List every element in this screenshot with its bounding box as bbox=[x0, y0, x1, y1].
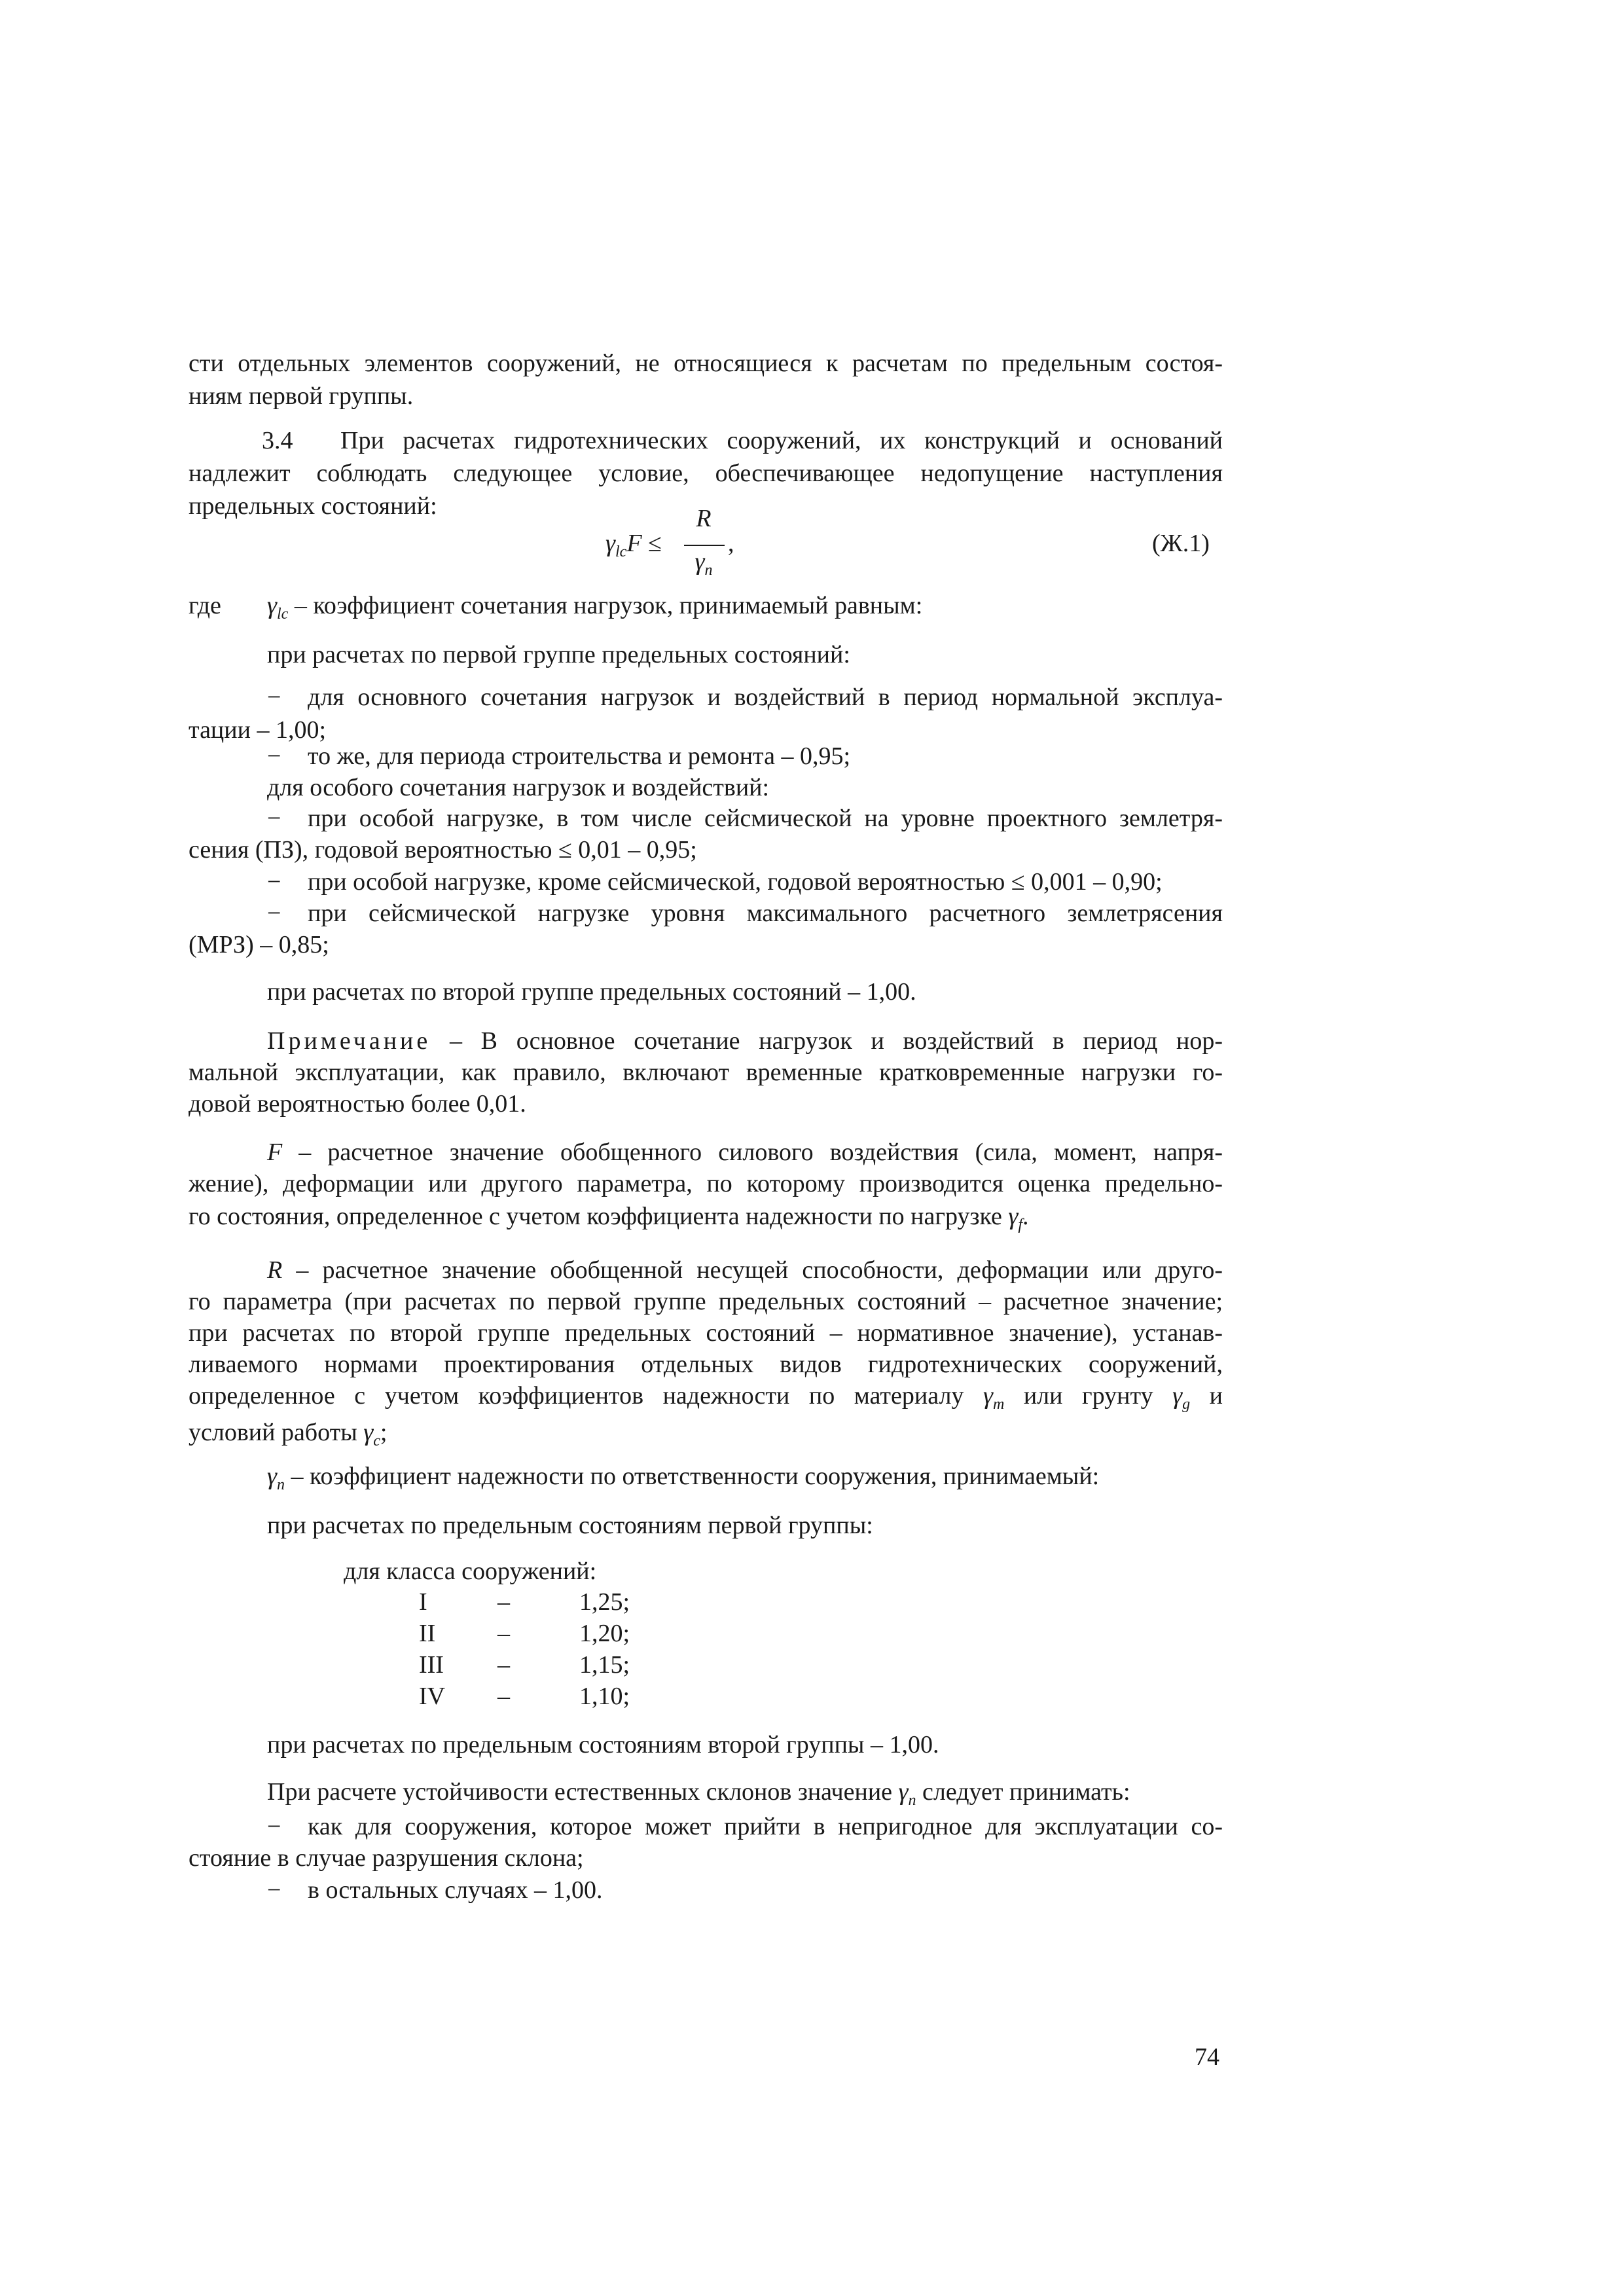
bullet-line bbox=[267, 897, 1223, 930]
bullet-dash: − bbox=[267, 805, 281, 832]
bullet-dash: − bbox=[267, 1813, 281, 1840]
gamma-symbol: γ bbox=[605, 530, 615, 557]
subscript: m bbox=[992, 1396, 1005, 1413]
bullet-line bbox=[267, 740, 1223, 773]
text-line: жение), деформации или другого параметра, по которому производится оценка предельно- bbox=[189, 1170, 1223, 1197]
bullet-text: при особой нагрузке, кроме сейсмической, годовой вероятностью ≤ 0,001 – 0,90; bbox=[308, 868, 1163, 896]
f-symbol: F bbox=[626, 530, 642, 557]
bullet-text: как для сооружения, которое может прийти в непригодное для эксплуатации со- bbox=[308, 1813, 1223, 1840]
text-line: для особого сочетания нагрузок и воздействий: bbox=[267, 774, 770, 801]
class-table-heading: для класса сооружений: bbox=[344, 1558, 597, 1585]
subscript: n bbox=[276, 1476, 285, 1493]
denominator bbox=[681, 547, 727, 579]
note-text: – В основное сочетание нагрузок и воздействий в период нор- bbox=[431, 1027, 1223, 1055]
text: При расчете устойчивости естественных склонов значение bbox=[267, 1778, 899, 1806]
class-cell: III bbox=[419, 1651, 444, 1679]
text-line: ниям первой группы. bbox=[189, 382, 414, 410]
subscript: g bbox=[1182, 1396, 1191, 1413]
text-line: надлежит соблюдать следующее условие, обеспечивающее недопущение наступления bbox=[189, 460, 1223, 487]
bullet-dash: − bbox=[267, 1876, 281, 1904]
definition-text: или грунту bbox=[1004, 1382, 1173, 1410]
subscript: lc bbox=[615, 543, 627, 560]
text-line bbox=[267, 1460, 1099, 1501]
text-line: сти отдельных элементов сооружений, не относящиеся к расчетам по предельным состоя- bbox=[189, 350, 1223, 377]
gamma-symbol: γ bbox=[983, 1382, 993, 1410]
bullet-line bbox=[267, 802, 1223, 835]
bullet-line bbox=[267, 866, 1223, 898]
text-line bbox=[189, 1379, 1223, 1421]
bullet-text: для основного сочетания нагрузок и воздействий в период нормальной эксплуа- bbox=[308, 683, 1223, 711]
text-line bbox=[189, 1200, 1223, 1241]
r-symbol: R bbox=[267, 1256, 283, 1284]
gamma-symbol: γ bbox=[1008, 1203, 1019, 1230]
note-line bbox=[267, 1025, 1223, 1057]
text-line bbox=[267, 1136, 1223, 1169]
subscript: n bbox=[704, 562, 713, 579]
gamma-symbol: γ bbox=[267, 1463, 277, 1490]
text-line: предельных состояний: bbox=[189, 492, 437, 520]
bullet-text: при особой нагрузке, в том числе сейсмической на уровне проектного землетря- bbox=[308, 805, 1223, 832]
class-value: 1,25; bbox=[579, 1588, 630, 1616]
bullet-dash: − bbox=[267, 683, 281, 711]
gamma-symbol: γ bbox=[267, 592, 277, 619]
subscript: lc bbox=[276, 606, 289, 623]
leq-symbol: ≤ bbox=[648, 530, 662, 557]
text-line: сения (ПЗ), годовой вероятностью ≤ 0,01 – 0,95; bbox=[189, 836, 697, 864]
text-line: при расчетах по второй группе предельных состояний – 1,00. bbox=[267, 978, 916, 1006]
semicolon: ; bbox=[380, 1419, 388, 1446]
text-line: го параметра (при расчетах по первой группе предельных состояний – расчетное значение; bbox=[189, 1288, 1223, 1315]
clause-number: 3.4 bbox=[262, 427, 293, 454]
class-cell: I bbox=[419, 1588, 427, 1616]
bullet-text: то же, для периода строительства и ремонта – 0,95; bbox=[308, 742, 851, 770]
text-line: тации – 1,00; bbox=[189, 716, 327, 744]
definition-text: – расчетное значение обобщенной несущей способности, деформации или друго- bbox=[282, 1256, 1223, 1284]
gamma-symbol: γ bbox=[898, 1778, 909, 1806]
gamma-symbol: γ bbox=[695, 548, 705, 575]
period: . bbox=[1022, 1203, 1029, 1230]
bullet-line bbox=[267, 1874, 1223, 1906]
class-cell: II bbox=[419, 1620, 436, 1647]
formula-comma: , bbox=[728, 530, 734, 557]
formula-lhs bbox=[605, 527, 662, 568]
text-line: При расчетах гидротехнических сооружений, их конструкций и оснований bbox=[340, 427, 1223, 454]
text-line bbox=[267, 589, 922, 630]
text-line: при расчетах по второй группе предельных состояний – нормативное значение), устанав- bbox=[189, 1319, 1223, 1347]
text-line: стояние в случае разрушения склона; bbox=[189, 1844, 584, 1872]
text-line: при расчетах по предельным состояниям второй группы – 1,00. bbox=[267, 1731, 939, 1758]
class-value: 1,20; bbox=[579, 1620, 630, 1647]
class-cell: IV bbox=[419, 1683, 446, 1710]
bullet-line bbox=[267, 681, 1223, 714]
f-symbol: F bbox=[267, 1139, 283, 1166]
text-line: (МРЗ) – 0,85; bbox=[189, 931, 329, 958]
bullet-dash: − bbox=[267, 868, 281, 896]
bullet-line bbox=[267, 1810, 1223, 1843]
subscript: c bbox=[373, 1432, 380, 1449]
bullet-text: в остальных случаях – 1,00. bbox=[308, 1876, 603, 1904]
bullet-dash: − bbox=[267, 900, 281, 927]
subscript: f bbox=[1018, 1216, 1023, 1233]
gamma-symbol: γ bbox=[363, 1419, 374, 1446]
text-line: при расчетах по первой группе предельных состояний: bbox=[267, 641, 850, 668]
text-line: при расчетах по предельным состояниям первой группы: bbox=[267, 1512, 873, 1539]
definition-text: – коэффициент сочетания нагрузок, принимаемый равным: bbox=[288, 592, 923, 619]
note-line: довой вероятностью более 0,01. bbox=[189, 1090, 526, 1118]
bullet-dash: − bbox=[267, 742, 281, 770]
definition-text: определенное с учетом коэффициентов надежности по материалу bbox=[189, 1382, 983, 1410]
text: следует принимать: bbox=[916, 1778, 1130, 1806]
note-label: Примечание bbox=[267, 1027, 431, 1055]
fraction-bar bbox=[684, 545, 725, 546]
text-line: ливаемого нормами проектирования отдельных видов гидротехнических сооружений, bbox=[189, 1351, 1223, 1378]
where-label: где bbox=[189, 592, 221, 619]
text-line bbox=[189, 1416, 1223, 1457]
class-dash: – bbox=[497, 1620, 510, 1647]
class-dash: – bbox=[497, 1651, 510, 1679]
class-dash: – bbox=[497, 1588, 510, 1616]
subscript: n bbox=[908, 1792, 916, 1809]
bullet-text: при сейсмической нагрузке уровня максимального расчетного землетрясения bbox=[308, 900, 1223, 927]
definition-text: условий работы bbox=[189, 1419, 364, 1446]
formula-label: (Ж.1) bbox=[1152, 530, 1210, 557]
definition-text: и bbox=[1190, 1382, 1223, 1410]
note-line: мальной эксплуатации, как правило, включают временные кратковременные нагрузки го- bbox=[189, 1059, 1223, 1086]
class-value: 1,15; bbox=[579, 1651, 630, 1679]
class-value: 1,10; bbox=[579, 1683, 630, 1710]
numerator: R bbox=[696, 505, 712, 532]
text-line bbox=[267, 1254, 1223, 1286]
definition-text: го состояния, определенное с учетом коэффициента надежности по нагрузке bbox=[189, 1203, 1009, 1230]
class-dash: – bbox=[497, 1683, 510, 1710]
definition-text: – расчетное значение обобщенного силового воздействия (сила, момент, напря- bbox=[282, 1139, 1223, 1166]
gamma-symbol: γ bbox=[1172, 1382, 1183, 1410]
definition-text: – коэффициент надежности по ответственности сооружения, принимаемый: bbox=[284, 1463, 1100, 1490]
page-number: 74 bbox=[1195, 2043, 1219, 2071]
